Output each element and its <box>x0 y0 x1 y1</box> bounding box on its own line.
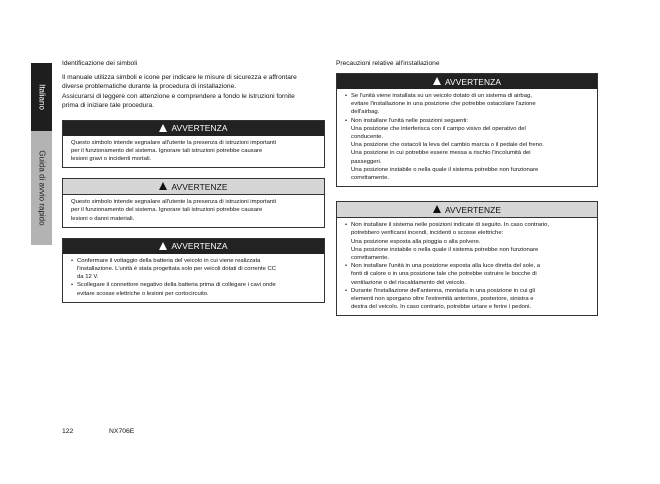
list-item <box>345 287 591 312</box>
warning-box-body <box>337 89 597 186</box>
warning-triangle-icon <box>433 205 441 213</box>
warning-list <box>71 257 318 298</box>
item-line: dell'airbag. <box>351 109 380 116</box>
item-line: potrebbero verificarsi incendi, incidenti o scosse elettriche: <box>351 230 504 237</box>
item-line: • Confermare il voltaggio della batteria del veicolo in cui viene realizzata <box>77 257 261 264</box>
intro-line: prima di iniziare tale procedura. <box>62 102 154 110</box>
item-line: Una posizione in cui potrebbe essere messa a rischio l'incolumità dei <box>351 150 531 157</box>
item-line: Una posizione esposta alla pioggia o alla polvere. <box>351 238 481 245</box>
list-item <box>345 262 591 287</box>
item-line: • Se l'unità viene installata su un veicolo dotato di un sistema di airbag, <box>351 93 532 99</box>
page-number: 122 <box>62 428 74 435</box>
list-item <box>345 221 591 262</box>
warning-box-body <box>63 195 324 227</box>
model-name: NX706E <box>109 428 135 435</box>
warning-box-title: AVVERTENZA <box>444 76 502 87</box>
list-item <box>345 117 591 183</box>
installation-heading: Precauzioni relative all'installazione <box>336 60 440 67</box>
box-line: per il funzionamento del sistema. Ignorare tali istruzioni potrebbe causare <box>71 147 263 154</box>
warning-box-title: AVVERTENZE <box>171 181 228 192</box>
item-line: ventilazione o del riscaldamento del veicolo. <box>351 279 466 286</box>
warning-box-header <box>337 202 597 218</box>
warning-list <box>345 92 591 182</box>
warning-box-header <box>63 121 324 136</box>
warning-box-location <box>336 201 598 316</box>
list-item <box>71 281 318 297</box>
warning-box-title: AVVERTENZE <box>444 204 502 215</box>
box-line: lesioni o danni materiali. <box>71 215 135 222</box>
warning-box-body <box>337 218 597 315</box>
item-line: fonti di calore o in una posizione tale che potrebbe ostruire le bocche di <box>351 271 537 278</box>
warning-box-title: AVVERTENZA <box>171 123 228 134</box>
list-item <box>71 257 318 282</box>
box-line: Questo simbolo intende segnalare all'utente la presenza di istruzioni importanti <box>71 199 277 206</box>
item-line: elementi non sporgano oltre l'estremità anteriore, posteriore, sinistra e <box>351 296 534 303</box>
warning-box-header <box>337 74 597 89</box>
section-tab <box>31 131 52 245</box>
warning-triangle-icon <box>159 242 167 250</box>
list-item <box>345 92 591 117</box>
warning-box-header <box>63 179 324 195</box>
warning-triangle-icon <box>159 182 167 190</box>
item-line: evitare scosse elettriche o lesioni per cortocircuito. <box>77 290 209 297</box>
item-line: • Durante l'installazione dell'antenna, montarla in una posizione in cui gli <box>351 287 535 294</box>
item-line: destra del veicolo. In caso contrario, potrebbe urtare e ferire i pedoni. <box>351 304 532 311</box>
right-column <box>336 60 598 326</box>
warning-box-title: AVVERTENZA <box>171 241 228 252</box>
item-line: Una posizione instabile o nella quale il sistema potrebbe non funzionare <box>351 166 539 173</box>
warning-box-header <box>63 239 324 254</box>
item-line: l'installazione. L'unità è stata progettata solo per veicoli dotati di corrente CC <box>77 266 277 273</box>
item-line: conducente. <box>351 134 384 141</box>
item-line: • Scollegare il connettore negativo della batteria prima di collegare i cavi onde <box>77 282 276 289</box>
box-line: Questo simbolo intende segnalare all'utente la presenza di istruzioni importanti <box>71 139 277 146</box>
language-tab <box>31 63 52 131</box>
item-line: evitare l'installazione in una posizione che potrebbe ostacolare l'azione <box>351 101 536 108</box>
item-line: correttamente. <box>351 255 389 262</box>
item-line: • Non installare il sistema nelle posizioni indicate di seguito. In caso contrario, <box>351 222 550 229</box>
warning-box-battery <box>62 238 325 303</box>
intro-line: Assicurarsi di leggere con attenzione e comprendere a fondo le istruzioni fornite <box>62 92 295 100</box>
warning-box-danger <box>62 120 325 169</box>
box-line: per il funzionamento del sistema. Ignorare tali istruzioni potrebbe causare <box>71 207 263 214</box>
warning-list <box>345 221 591 311</box>
symbols-heading: Identificazione dei simboli <box>62 60 138 67</box>
item-line: Una posizione che interferisca con il campo visivo del operativo del <box>351 125 526 132</box>
item-line: • Non installare l'unità in una posizione esposta alla luce diretta del sole, a <box>351 263 541 270</box>
warning-triangle-icon <box>159 124 167 132</box>
warning-box-body <box>63 136 324 168</box>
warning-box-airbag <box>336 73 598 187</box>
intro-line: diverse problematiche durante la procedura di installazione. <box>62 83 237 91</box>
warning-triangle-icon <box>433 77 441 85</box>
warning-box-caution <box>62 178 325 228</box>
item-line: Una posizione che ostacoli la leva del cambio marcia o il pedale del freno. <box>351 142 544 149</box>
item-line: correttamente. <box>351 175 389 182</box>
language-tab-label: Italiano <box>37 84 46 110</box>
symbols-intro <box>62 73 325 111</box>
item-line: passeggeri. <box>351 158 382 165</box>
box-line: lesioni gravi o incidenti mortali. <box>71 156 152 163</box>
intro-line: Il manuale utilizza simboli e icone per indicare le misure di sicurezza e affrontare <box>62 74 297 81</box>
item-line: Una posizione instabile o nella quale il sistema potrebbe non funzionare <box>351 246 539 253</box>
item-line: da 12 V. <box>77 274 99 281</box>
item-line: • Non installare l'unità nelle posizioni seguenti: <box>351 117 469 124</box>
warning-box-body <box>63 254 324 302</box>
left-column <box>62 60 325 313</box>
section-tab-label: Guida di avvio rapido <box>37 150 46 226</box>
